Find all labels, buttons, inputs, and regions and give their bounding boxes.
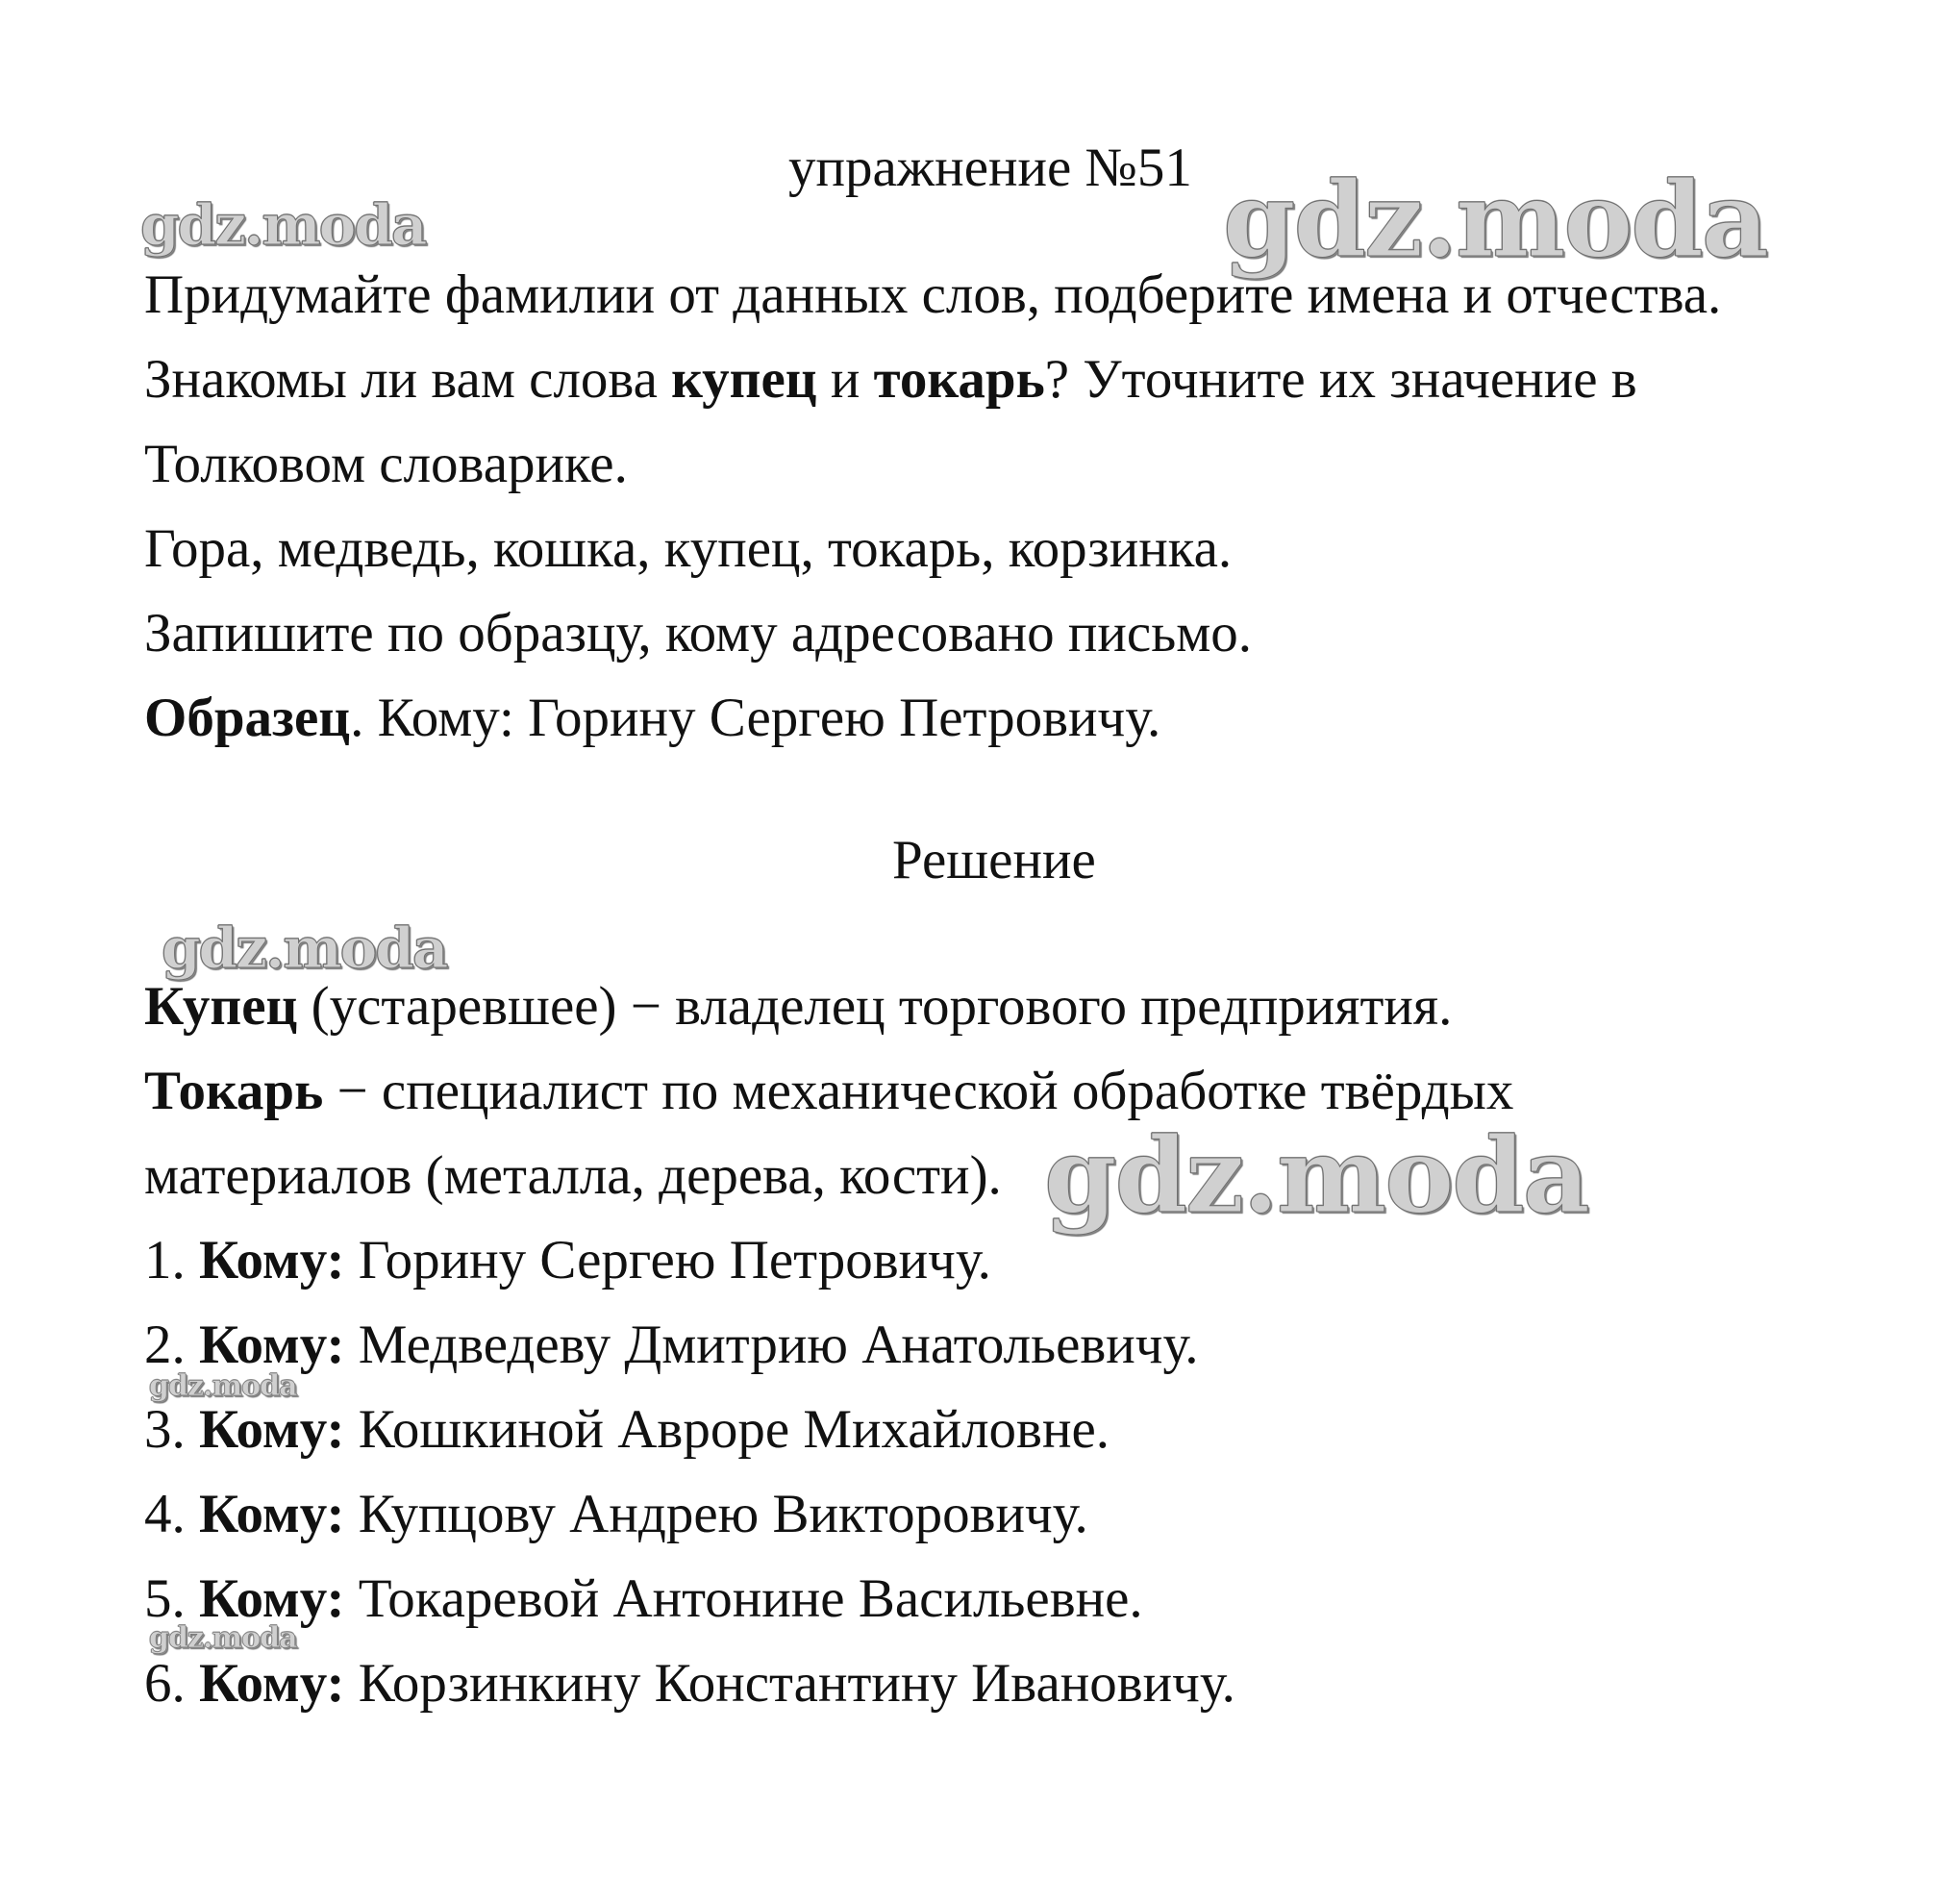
- definition-kupets-text: (устаревшее) − владелец торгового предприятия.: [297, 976, 1453, 1037]
- instruction: Запишите по образцу, кому адресовано письмо.: [144, 603, 1253, 664]
- word-tokar: токарь: [873, 349, 1045, 410]
- answer-komu-label: Кому:: [199, 1653, 345, 1714]
- answer-number: 1.: [144, 1230, 199, 1290]
- answer-komu-label: Кому:: [199, 1568, 345, 1629]
- watermark: gdz.moda: [149, 1369, 297, 1403]
- answer-text: Купцову Андрею Викторовичу.: [344, 1484, 1088, 1544]
- definition-kupets: [144, 975, 1452, 1039]
- watermark: gdz.moda: [162, 915, 447, 981]
- answer-number: 4.: [144, 1484, 199, 1544]
- watermark: gdz.moda: [149, 1621, 297, 1655]
- definition-kupets-term: Купец: [144, 976, 298, 1037]
- answer-text: Токаревой Антонине Васильевне.: [344, 1568, 1143, 1629]
- answer-text: Медведеву Дмитрию Анатольевичу.: [344, 1315, 1199, 1375]
- answer-item: [144, 1398, 1110, 1462]
- definition-tokar-term: Токарь: [144, 1061, 324, 1121]
- answer-komu-label: Кому:: [199, 1484, 345, 1544]
- answer-text: Кошкиной Авроре Михайловне.: [344, 1399, 1110, 1460]
- answer-item: [144, 1229, 991, 1292]
- answer-item: [144, 1314, 1199, 1377]
- sample-label: Образец: [144, 688, 351, 748]
- task-line-3: Толковом словарике.: [144, 434, 628, 494]
- answer-komu-label: Кому:: [199, 1399, 345, 1460]
- task-line-2: [144, 348, 1637, 412]
- answer-number: 2.: [144, 1315, 199, 1375]
- answer-item: [144, 1652, 1235, 1716]
- answer-text: Горину Сергею Петровичу.: [344, 1230, 991, 1290]
- definition-tokar-text: − специалист по механической обработке твёрдых: [323, 1061, 1514, 1121]
- definition-tokar-line-2: материалов (металла, дерева, кости).: [144, 1145, 1002, 1206]
- answer-text: Корзинкину Константину Ивановичу.: [344, 1653, 1235, 1714]
- definition-tokar-line-1: [144, 1060, 1513, 1123]
- sample-text: . Кому: Горину Сергею Петровичу.: [350, 688, 1161, 748]
- word-kupets: купец: [671, 349, 817, 410]
- answer-item: [144, 1483, 1088, 1546]
- answer-number: 6.: [144, 1653, 199, 1714]
- answer-number: 5.: [144, 1568, 199, 1629]
- task-line-2-end: ? Уточните их значение в: [1044, 349, 1637, 410]
- task-line-2-and: и: [816, 349, 874, 410]
- answer-komu-label: Кому:: [199, 1230, 345, 1290]
- watermark: gdz.moda: [1223, 160, 1767, 281]
- answer-komu-label: Кому:: [199, 1315, 345, 1375]
- solution-heading: Решение: [892, 830, 1096, 890]
- answer-number: 3.: [144, 1399, 199, 1460]
- exercise-title: упражнение №51: [788, 138, 1192, 198]
- watermark: gdz.moda: [1044, 1115, 1588, 1237]
- sample-line: [144, 687, 1160, 750]
- watermark: gdz.moda: [140, 192, 426, 258]
- task-line-2-start: Знакомы ли вам слова: [144, 349, 672, 410]
- word-list: Гора, медведь, кошка, купец, токарь, корзинка.: [144, 518, 1233, 579]
- task-line-1: Придумайте фамилии от данных слов, подберите имена и отчества.: [144, 264, 1722, 325]
